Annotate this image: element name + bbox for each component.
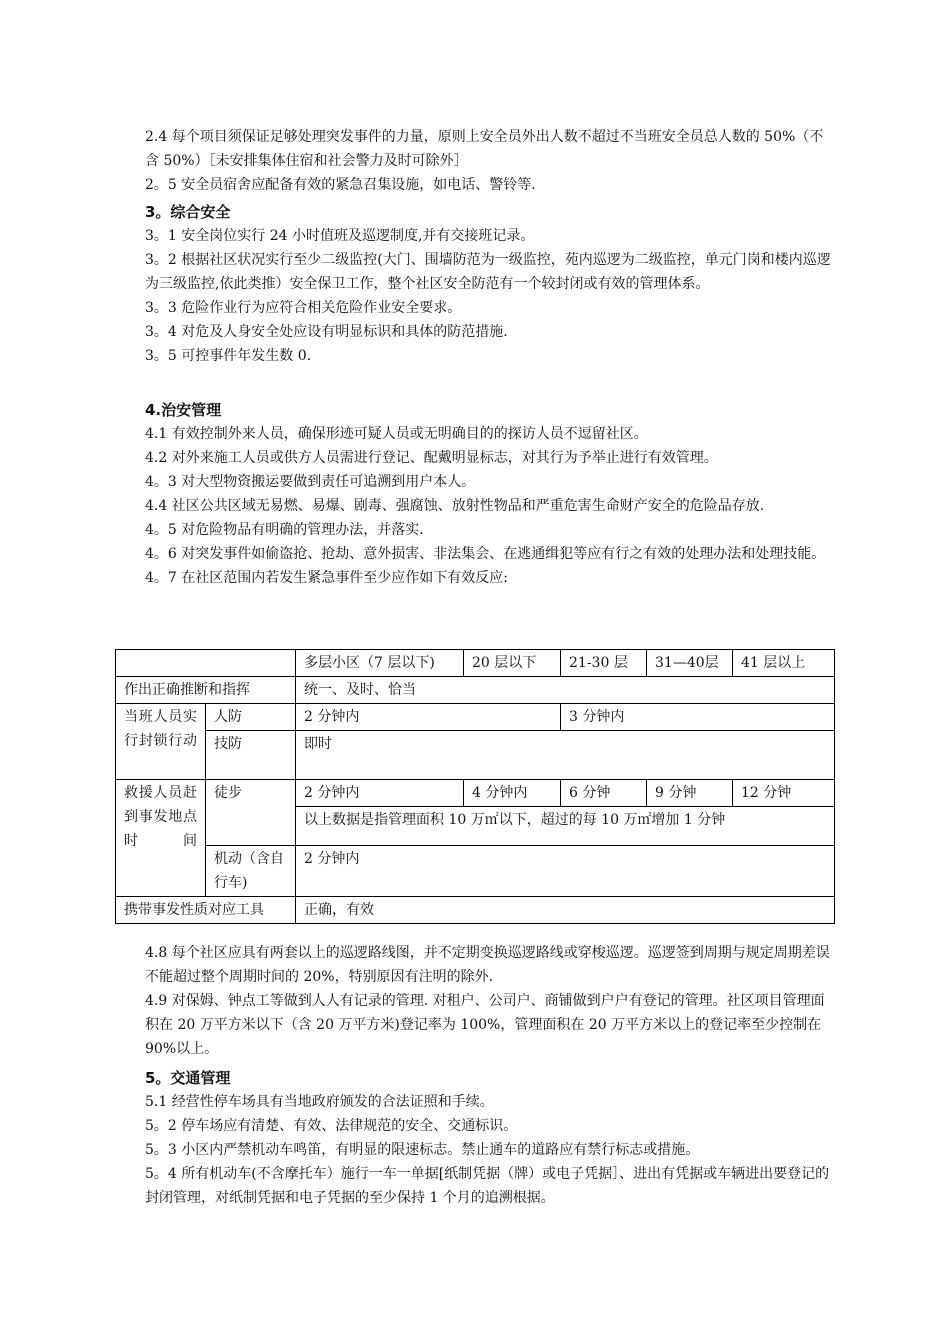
table-cell: 2 分钟内 <box>296 780 464 807</box>
paragraph: 3。3 危险作业行为应符合相关危险作业安全要求。 <box>145 300 462 316</box>
table-cell: 2 分钟内 <box>296 704 561 731</box>
table-cell: 3 分钟内 <box>561 704 835 731</box>
section4 <box>145 398 835 590</box>
table-header-cell: 21-30 层 <box>561 650 647 677</box>
paragraph: 3。2 根据社区状况实行至少二级监控(大门、围墙防范为一级监控，苑内巡逻为二级监控，单元门岗和楼内巡逻为三级监控,依此类推）安全保卫工作，整个社区安全防范有一个较封闭或有效的管理体系。 <box>145 252 831 292</box>
table-cell: 12 分钟 <box>733 780 835 807</box>
table-cell: 6 分钟 <box>561 780 647 807</box>
paragraph: 4。6 对突发事件如偷盗抢、抢劫、意外损害、非法集会、在逃通缉犯等应有行之有效的处理办法和处理技能。 <box>145 546 826 562</box>
table-cell: 携带事发性质对应工具 <box>116 897 296 924</box>
section3 <box>145 200 835 368</box>
table-cell: 当班人员实行封锁行动 <box>116 704 206 780</box>
table-row <box>116 677 835 704</box>
table-header-cell: 多层小区（7 层以下) <box>296 650 464 677</box>
paragraph: 4。5 对危险物品有明确的管理办法，并落实. <box>145 522 424 538</box>
paragraph: 3。1 安全岗位实行 24 小时值班及巡逻制度,并有交接班记录。 <box>145 228 535 244</box>
section-heading: 4.治安管理 <box>145 401 222 419</box>
table-cell: 9 分钟 <box>647 780 733 807</box>
table-row <box>116 780 835 807</box>
paragraph: 4.8 每个社区应具有两套以上的巡逻路线图，并不定期变换巡逻路线或穿梭巡逻。巡逻签到周期与规定周期差误不能超过整个周期时间的 20%，特别原因有注明的除外. <box>145 945 830 985</box>
table-cell: 4 分钟内 <box>464 780 561 807</box>
paragraph: 2.4 每个项目须保证足够处理突发事件的力量，原则上安全员外出人数不超过不当班安全员总人数的 50%（不含 50%）［未安排集体住宿和社会警力及时可除外］ <box>145 129 824 169</box>
table-header-cell: 20 层以下 <box>464 650 561 677</box>
section-heading: 5。交通管理 <box>145 1069 231 1087</box>
table-cell: 救援人员赶到事发地点时间 <box>116 780 206 897</box>
table-cell: 即时 <box>296 731 835 780</box>
table-cell: 作出正确推断和指挥 <box>116 677 296 704</box>
paragraph: 5。4 所有机动车(不含摩托车）施行一车一单据[纸制凭据（牌）或电子凭据］、进出有凭据或车辆进出要登记的封闭管理，对纸制凭据和电子凭据的至少保持 1 个月的追溯根据。 <box>145 1166 830 1206</box>
paragraph: 5。3 小区内严禁机动车鸣笛，有明显的限速标志。禁止通车的道路应有禁行标志或措施。 <box>145 1142 700 1158</box>
table-cell: 技防 <box>206 731 296 780</box>
table-row <box>116 846 835 897</box>
section2-tail <box>145 125 835 197</box>
table-cell <box>116 650 296 677</box>
section4-continued <box>145 941 835 1061</box>
table-row <box>116 704 835 731</box>
paragraph: 4.2 对外来施工人员或供方人员需进行登记、配戴明显标志，对其行为予举止进行有效管理。 <box>145 450 718 466</box>
paragraph: 4.1 有效控制外来人员，确保形迹可疑人员或无明确目的的探访人员不逗留社区。 <box>145 426 648 442</box>
response-time-table <box>115 649 835 924</box>
paragraph: 4.9 对保姆、钟点工等做到人人有记录的管理. 对租户、公司户、商铺做到户户有登记的管理。社区项目管理面积在 20 万平方米以下（含 20 万平方米)登记率为 100%，管理面积在 20 万平方米以上的登记率至少控制在 90%以上。 <box>145 993 825 1057</box>
table-cell: 人防 <box>206 704 296 731</box>
paragraph: 4。3 对大型物资搬运要做到责任可追溯到用户本人。 <box>145 474 476 490</box>
table-row <box>116 650 835 677</box>
table-cell: 徒步 <box>206 780 296 846</box>
section-heading: 3。综合安全 <box>145 203 231 221</box>
section5 <box>145 1066 835 1210</box>
table-header-cell: 41 层以上 <box>733 650 835 677</box>
table-row <box>116 897 835 924</box>
paragraph: 5。2 停车场应有清楚、有效、法律规范的安全、交通标识。 <box>145 1118 518 1134</box>
table-cell: 正确，有效 <box>296 897 835 924</box>
table-row <box>116 731 835 780</box>
paragraph: 4.4 社区公共区域无易燃、易爆、剧毒、强腐蚀、放射性物品和严重危害生命财产安全的危险品存放. <box>145 498 765 514</box>
table-cell: 以上数据是指管理面积 10 万㎡以下，超过的每 10 万㎡增加 1 分钟 <box>296 807 835 846</box>
table-header-cell: 31—40层 <box>647 650 733 677</box>
table-cell: 2 分钟内 <box>296 846 835 897</box>
table-cell: 统一、及时、恰当 <box>296 677 835 704</box>
table-cell: 机动（含自行车) <box>206 846 296 897</box>
paragraph: 4。7 在社区范围内若发生紧急事件至少应作如下有效反应: <box>145 570 508 586</box>
paragraph: 2。5 安全员宿舍应配备有效的紧急召集设施，如电话、警铃等. <box>145 177 536 193</box>
paragraph: 3。4 对危及人身安全处应设有明显标识和具体的防范措施. <box>145 324 508 340</box>
paragraph: 5.1 经营性停车场具有当地政府颁发的合法证照和手续。 <box>145 1094 494 1110</box>
paragraph: 3。5 可控事件年发生数 0. <box>145 348 312 364</box>
